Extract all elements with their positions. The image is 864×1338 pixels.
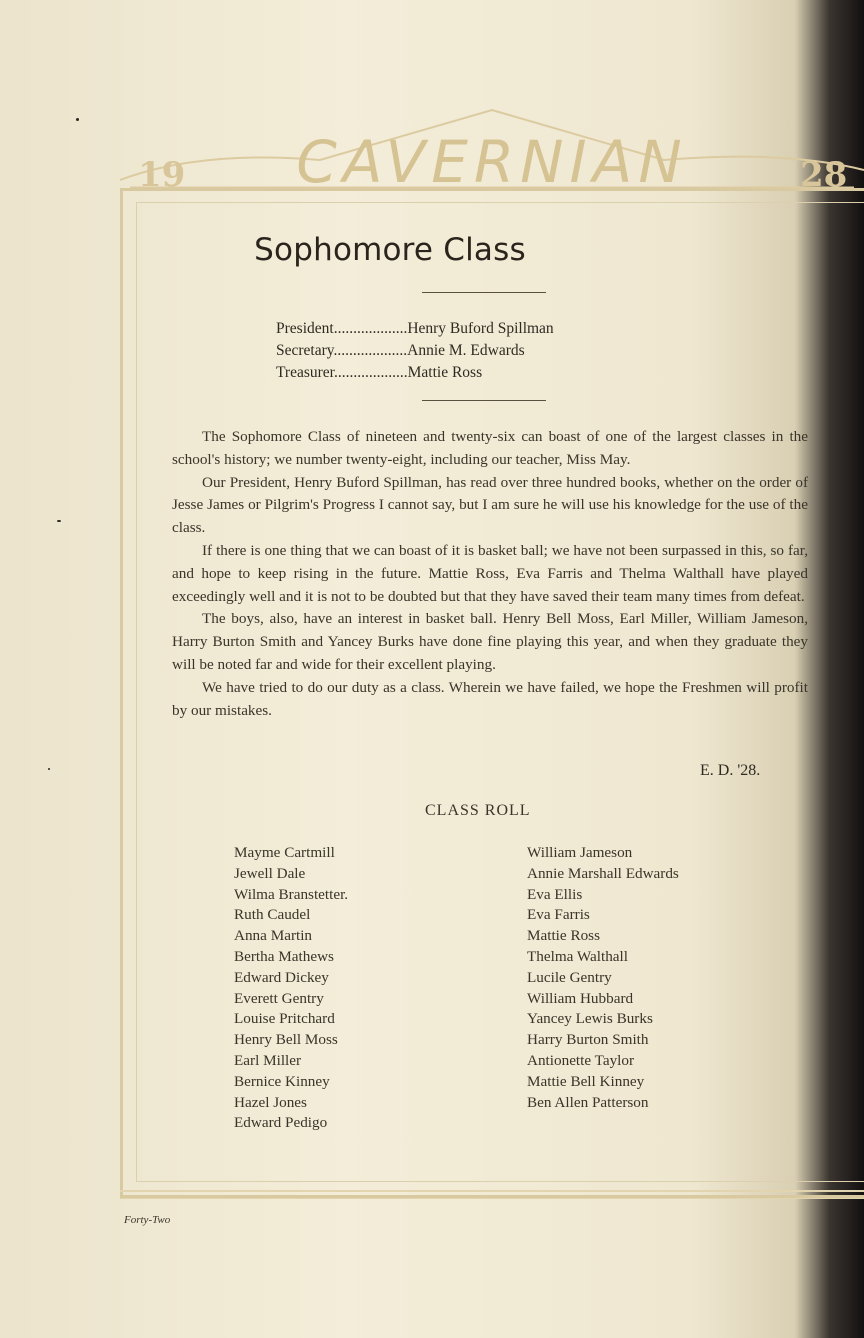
officer-role: President bbox=[276, 320, 334, 337]
roll-name: Bernice Kinney bbox=[234, 1072, 330, 1090]
leader-dots: ................... bbox=[333, 320, 408, 337]
officer-row bbox=[276, 362, 554, 384]
roll-name: Mayme Cartmill bbox=[234, 844, 335, 861]
divider-bottom bbox=[422, 400, 546, 401]
paragraph: We have tried to do our duty as a class. Wherein we have failed, we hope the Freshmen will profit by our mistakes. bbox=[172, 678, 808, 719]
leader-dots: ................... bbox=[333, 364, 408, 381]
roll-name: Lucile Gentry bbox=[527, 968, 612, 986]
ink-speck bbox=[57, 520, 61, 522]
roll-name: Antionette Taylor bbox=[527, 1051, 635, 1069]
leader-dots: ................... bbox=[333, 342, 408, 359]
year-right: 28 bbox=[800, 155, 848, 195]
roll-name: William Hubbard bbox=[527, 989, 634, 1007]
roll-name: Henry Bell Moss bbox=[234, 1031, 338, 1049]
roll-name: Annie Marshall Edwards bbox=[527, 864, 679, 882]
roll-name: Louise Pritchard bbox=[234, 1010, 335, 1028]
ink-speck bbox=[76, 118, 79, 121]
officer-name: Mattie Ross bbox=[407, 364, 483, 381]
author-signature: E. D. '28. bbox=[700, 762, 761, 779]
officer-name: Annie M. Edwards bbox=[407, 342, 525, 359]
roll-name: Ruth Caudel bbox=[234, 906, 311, 924]
roll-name: Eva Ellis bbox=[527, 885, 583, 903]
officer-row bbox=[276, 340, 554, 362]
roll-name: Wilma Branstetter. bbox=[234, 885, 349, 903]
banner-title: CAVERNIAN bbox=[296, 128, 688, 196]
roll-name: Mattie Ross bbox=[527, 927, 600, 945]
roll-name: Jewell Dale bbox=[234, 864, 306, 882]
roll-name: Earl Miller bbox=[234, 1051, 302, 1069]
roll-name: Eva Farris bbox=[527, 906, 590, 924]
roll-name: Bertha Mathews bbox=[234, 947, 334, 965]
page-number: Forty-Two bbox=[124, 1214, 171, 1226]
officer-row bbox=[276, 318, 554, 340]
ink-speck bbox=[48, 768, 50, 770]
page-title: Sophomore Class bbox=[254, 232, 526, 268]
roll-name: Harry Burton Smith bbox=[527, 1031, 649, 1049]
officer-role: Secretary bbox=[276, 342, 334, 359]
roll-name: Mattie Bell Kinney bbox=[527, 1072, 645, 1090]
roll-name: Hazel Jones bbox=[234, 1093, 307, 1111]
class-roll-heading: CLASS ROLL bbox=[425, 802, 531, 819]
class-roll-right-column bbox=[527, 843, 679, 1113]
class-roll-left-column bbox=[234, 843, 348, 1134]
paragraph: Our President, Henry Buford Spillman, has read over three hundred books, whether on the order of Jesse James or Pilgrim's Progress I cannot say, but I am sure he will use his knowledge for the use of the class. bbox=[172, 473, 808, 537]
roll-name: Thelma Walthall bbox=[527, 947, 628, 965]
roll-name: Yancey Lewis Burks bbox=[527, 1010, 653, 1028]
divider-top bbox=[422, 292, 546, 293]
roll-name: Everett Gentry bbox=[234, 989, 324, 1007]
paragraph: If there is one thing that we can boast of it is basket ball; we have not been surpassed in this, so far, and hope to keep rising in the future. Mattie Ross, Eva Farris and Thelma Walthall have played exceedingly well and it is not to be doubted but that they have saved their team many times from defeat. bbox=[172, 541, 808, 605]
roll-name: William Jameson bbox=[527, 844, 633, 861]
paragraph: The boys, also, have an interest in basket ball. Henry Bell Moss, Earl Miller, William Jameson, Harry Burton Smith and Yancey Burks have done fine playing this year, and when they graduate they will be noted far and wide for their excellent playing. bbox=[172, 610, 808, 673]
roll-name: Edward Pedigo bbox=[234, 1114, 328, 1132]
officer-name: Henry Buford Spillman bbox=[407, 320, 554, 337]
class-history-text bbox=[172, 426, 808, 722]
year-left: 19 bbox=[138, 155, 186, 195]
officers-list bbox=[276, 318, 554, 384]
footer-border bbox=[120, 1190, 864, 1199]
officer-role: Treasurer bbox=[276, 364, 334, 381]
paragraph: The Sophomore Class of nineteen and twenty-six can boast of one of the largest classes in the school's history; we number twenty-eight, including our teacher, Miss May. bbox=[172, 428, 808, 468]
roll-name: Edward Dickey bbox=[234, 968, 329, 986]
roll-name: Anna Martin bbox=[234, 927, 313, 945]
roll-name: Ben Allen Patterson bbox=[527, 1093, 649, 1111]
